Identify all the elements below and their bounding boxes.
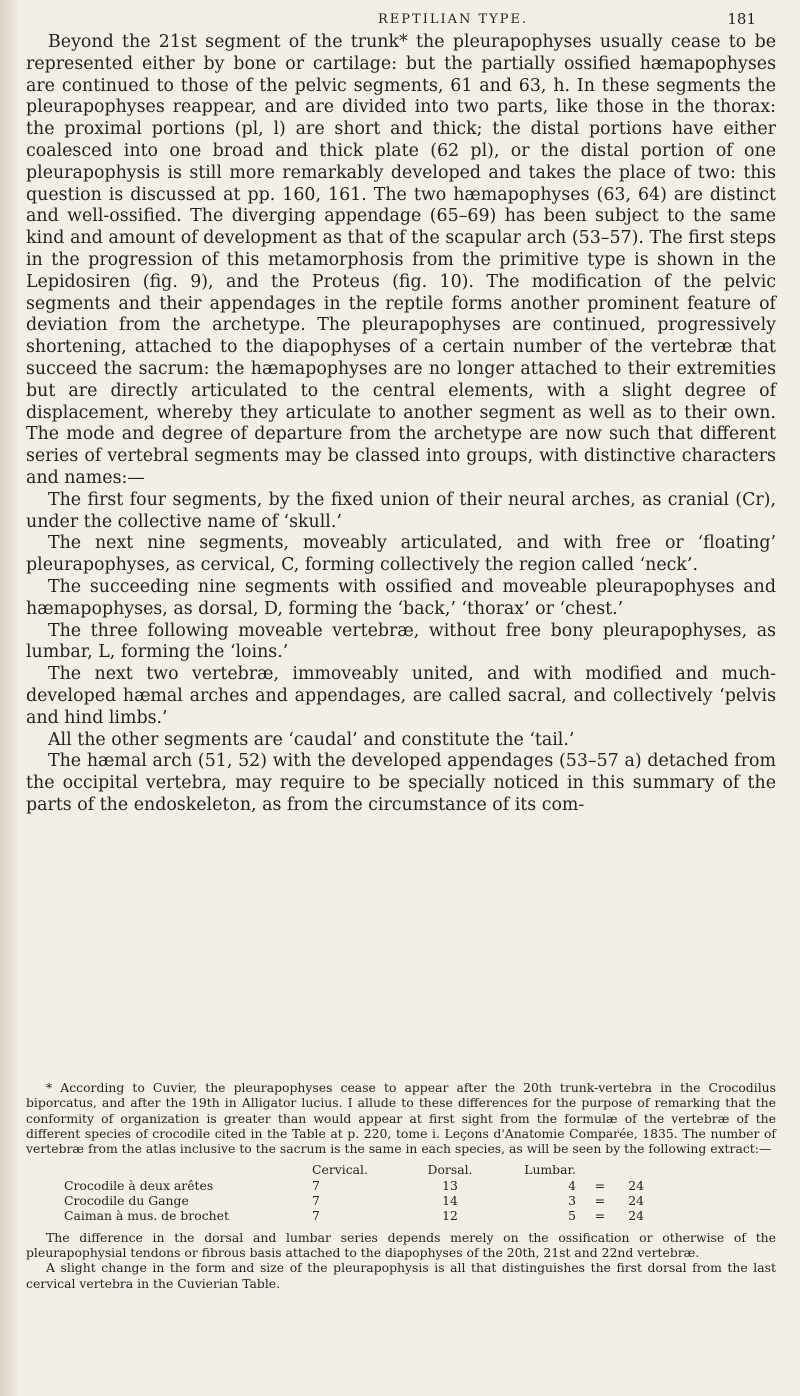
footnote-text: A slight change in the form and size of the pleurapophysis is all that distinguishes the first dorsal from the last cervical vertebra in the Cuvierian Table. — [26, 1260, 776, 1291]
page-binding-edge — [0, 0, 18, 1396]
main-text — [26, 32, 776, 817]
cervical-count: 7 — [312, 1177, 320, 1193]
paragraph: All the other segments are ‘caudal’ and constitute the ‘tail.’ — [48, 729, 575, 750]
column-header: Dorsal. — [427, 1162, 473, 1178]
table-row — [26, 1178, 644, 1193]
footnote-section — [26, 1080, 776, 1291]
footnote-text: The difference in the dorsal and lumbar series depends merely on the ossification or otherwise of the pleurapophysial tendons or fibrous basis attached to the diapophyses of the 20th, 21st and 22nd vertebræ. — [26, 1229, 776, 1260]
table-row — [26, 1193, 644, 1208]
lumbar-count: 3 — [568, 1193, 576, 1209]
paragraph: The next nine segments, moveably articulated, and with free or ‘floating’ pleurapophyses, as cervical, C, forming collectively the region called ‘neck’. — [26, 533, 776, 576]
dorsal-count: 14 — [442, 1193, 458, 1209]
equals-sign: = — [594, 1177, 606, 1193]
paragraph: The hæmal arch (51, 52) with the developed appendages (53–57 a) detached from the occipital vertebra, may require to be specially noticed in this summary of the parts of the endoskeleton, as from the circumstance of its com- — [26, 751, 776, 815]
column-header: Lumbar. — [524, 1162, 576, 1178]
dorsal-count: 12 — [442, 1208, 458, 1224]
paragraph: The three following moveable vertebræ, without free bony pleurapophyses, as lumbar, L, forming the ‘loins.’ — [26, 620, 776, 663]
total-count: 24 — [628, 1193, 644, 1209]
equals-sign: = — [594, 1208, 606, 1224]
paragraph: The succeeding nine segments with ossified and moveable pleurapophyses and hæmapophyses, as dorsal, D, forming the ‘back,’ ‘thorax’ or ‘chest.’ — [26, 576, 776, 619]
cervical-count: 7 — [312, 1208, 320, 1224]
paragraph: The next two vertebræ, immoveably united, and with modified and much-developed hæmal arches and appendages, are called sacral, and collectively ‘pelvis and hind limbs.’ — [26, 664, 776, 728]
page-header — [0, 10, 800, 32]
species-name: Crocodile à deux arêtes — [64, 1177, 214, 1193]
running-head: REPTILIAN TYPE. — [378, 12, 529, 27]
paragraph: Beyond the 21st segment of the trunk* the pleurapophyses usually cease to be represented either by bone or cartilage: but the partially ossified hæmapophyses are continued to those of the pelvic segments, 61 and 63, h. In these segments the pleurapophyses reappear, and are divided into two parts, like those in the thorax: the proximal portions (pl, l) are short and thick; the distal portions have either coalesced into one broad and thick plate (62 pl), or the distal portion of one pleurapophysis is still more remarkably developed and takes the place of two: this question is discussed at pp. 160, 161. The two hæmapophyses (63, 64) are distinct and well-ossified. The diverging appendage (65–69) has been subject to the same kind and amount of development as that of the scapular arch (53–57). The first steps in the progression of this metamorphosis from the primitive type is shown in the Lepidosiren (fig. 9), and the Proteus (fig. 10). The modification of the pelvic segments and their appendages in the reptile forms another prominent feature of deviation from the archetype. The pleurapophyses are continued, progressively shortening, attached to the diapophyses of a certain number of the vertebræ that succeed the sacrum: the hæmapophyses are no longer attached to their extremities but are directly articulated to the central elements, with a slight degree of displacement, whereby they articulate to another segment as well as to their own. The mode and degree of departure from the archetype are now such that different series of vertebral segments may be classed into groups, with distinctive characters and names:— — [26, 32, 776, 488]
total-count: 24 — [628, 1177, 644, 1193]
paragraph: The first four segments, by the fixed union of their neural arches, as cranial (Cr), under the collective name of ‘skull.’ — [26, 489, 776, 532]
species-name: Crocodile du Gange — [64, 1193, 189, 1209]
page-number: 181 — [727, 10, 756, 28]
lumbar-count: 5 — [568, 1208, 576, 1224]
cervical-count: 7 — [312, 1193, 320, 1209]
footnote-text: * According to Cuvier, the pleurapophyses cease to appear after the 20th trunk-vertebra in the Crocodilus biporcatus, and after the 19th in Alligator lucius. I allude to these differences for the purpose of remarking that the conformity of organization is greater than would appear at first sight from the formulæ of the vertebræ of the different species of crocodile cited in the Table at p. 220, tome i. Leçons d'Anatomie Comparée, 1835. The number of vertebræ from the atlas inclusive to the sacrum is the same in each species, as will be seen by the following extract:— — [26, 1080, 776, 1157]
total-count: 24 — [628, 1208, 644, 1224]
equals-sign: = — [594, 1193, 606, 1209]
table-header-row — [26, 1162, 644, 1177]
table-row — [26, 1208, 644, 1223]
lumbar-count: 4 — [568, 1177, 576, 1193]
species-name: Caiman à mus. de brochet — [64, 1208, 229, 1224]
column-header: Cervical. — [312, 1162, 368, 1178]
dorsal-count: 13 — [442, 1177, 458, 1193]
vertebra-count-table — [26, 1162, 644, 1223]
